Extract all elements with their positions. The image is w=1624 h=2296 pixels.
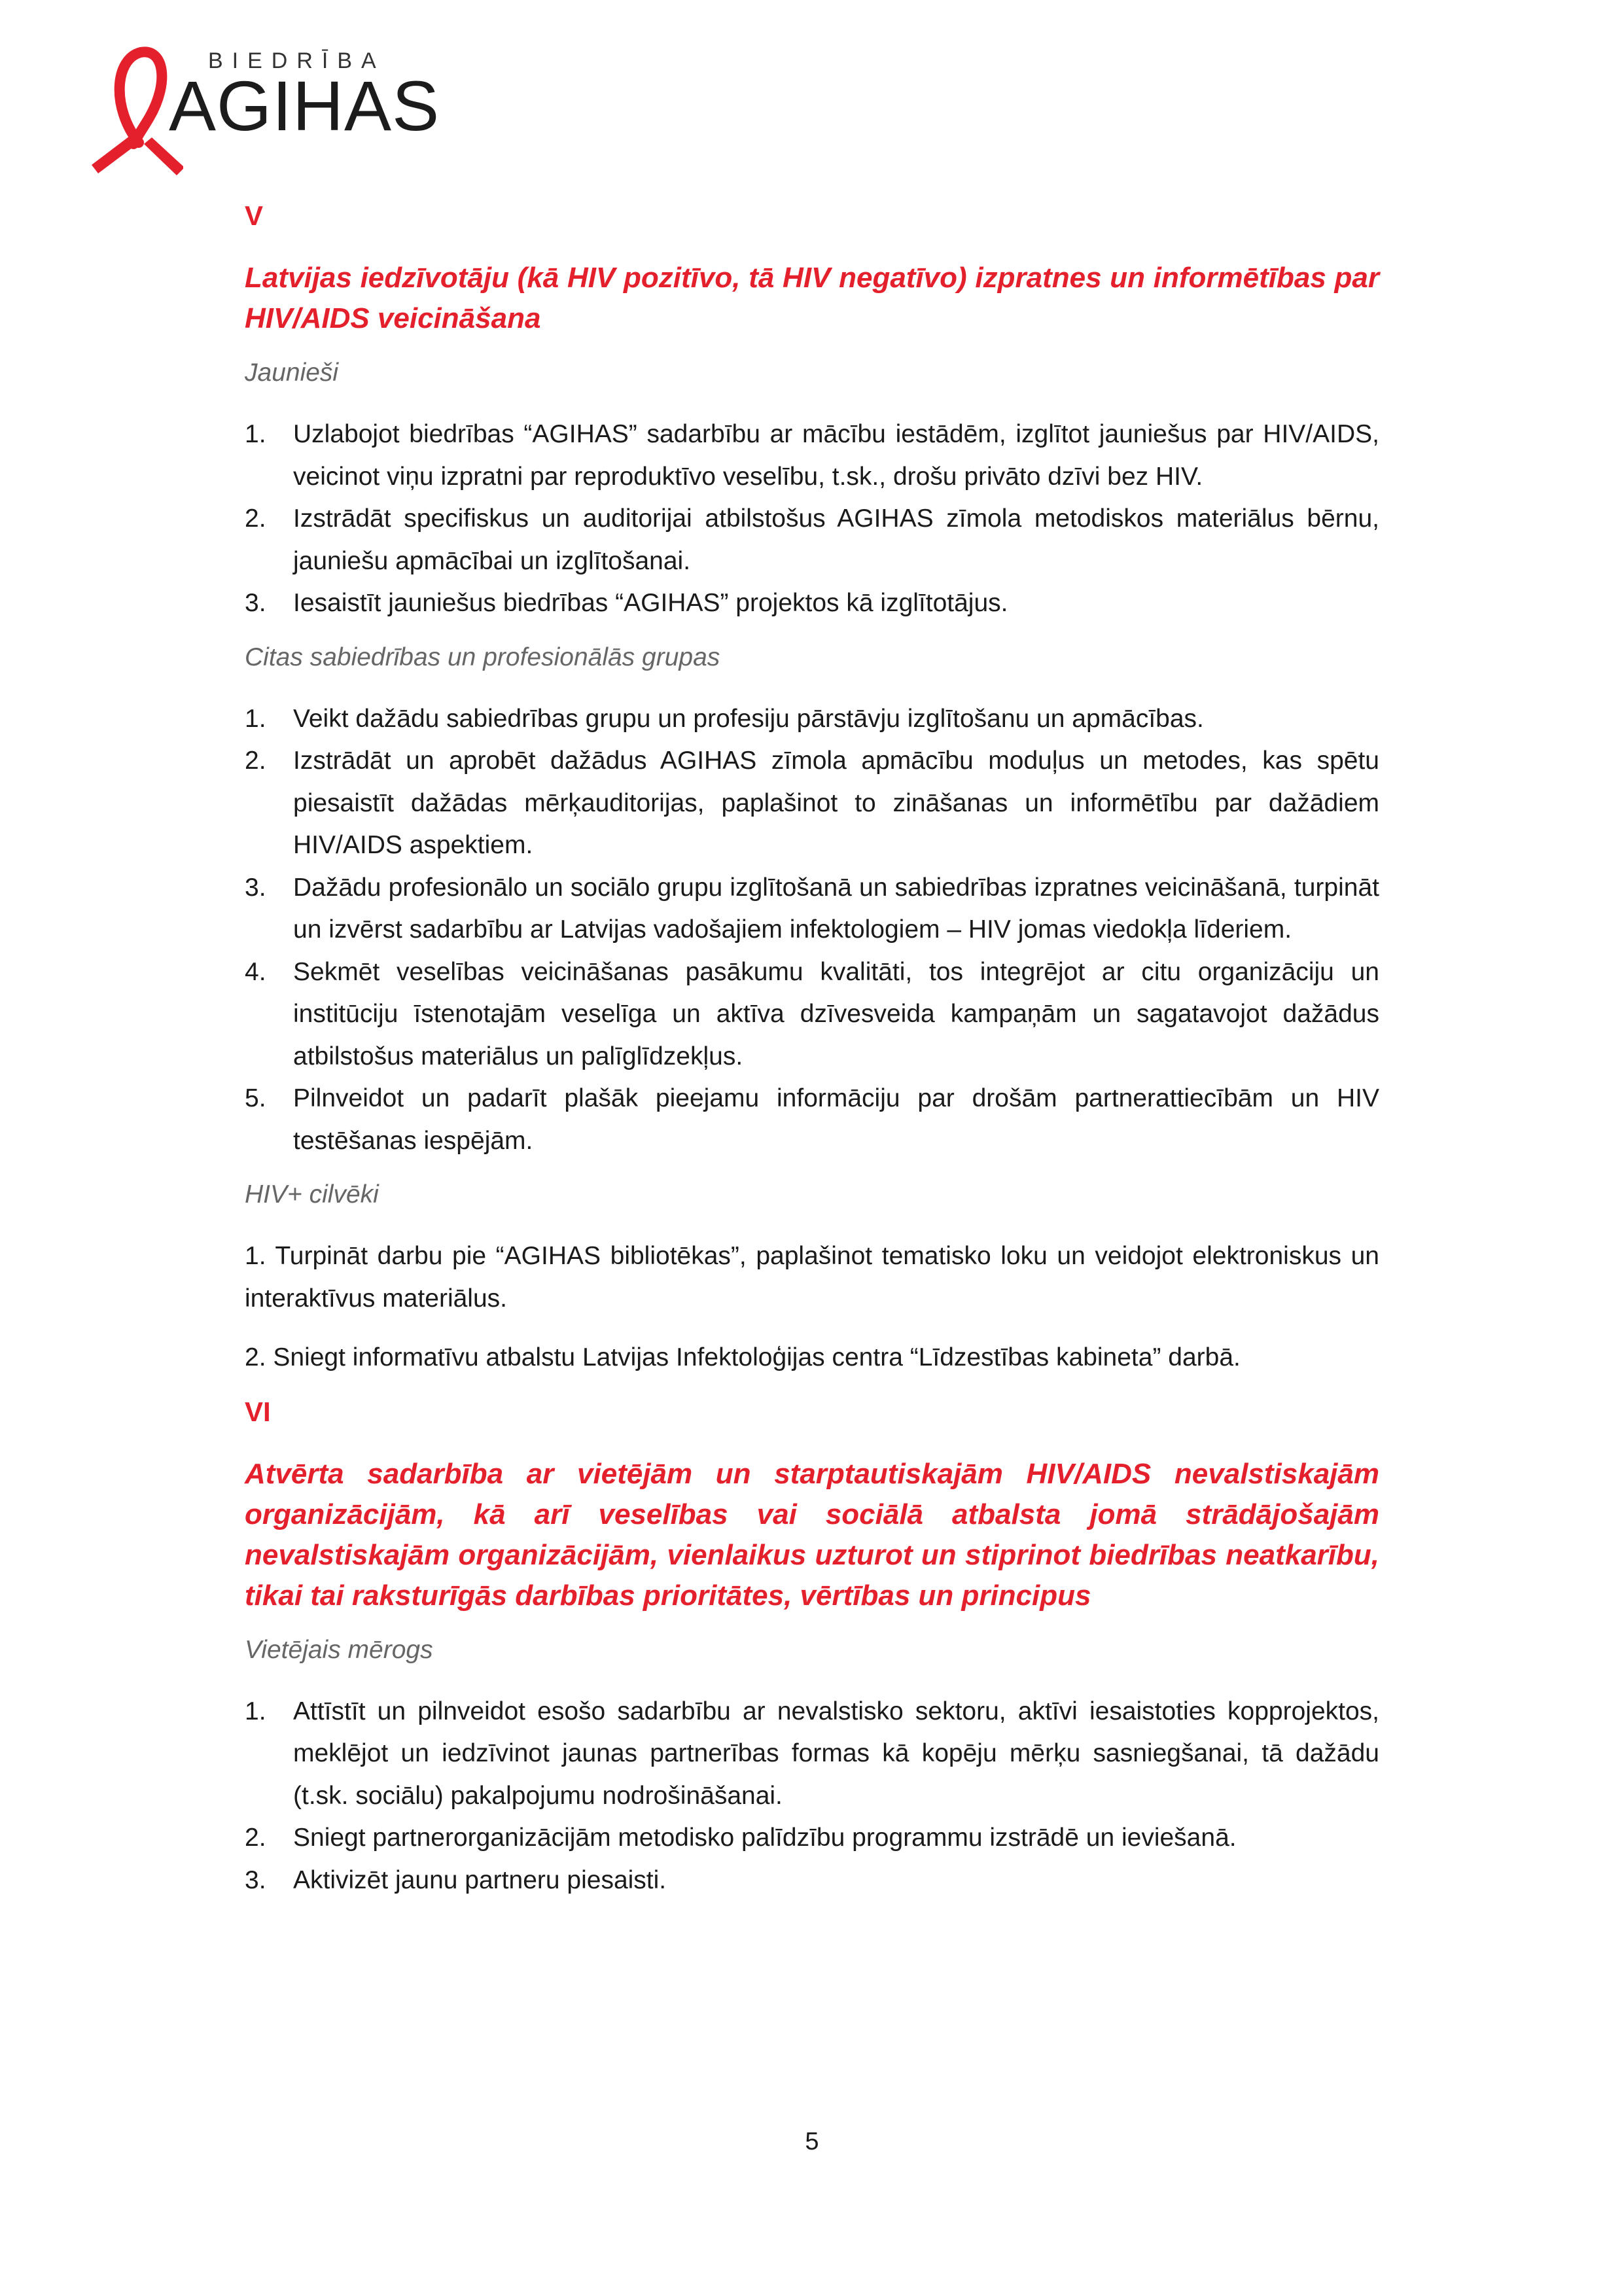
section-number: V <box>245 200 264 231</box>
list-item: 3. Dažādu profesionālo un sociālo grupu izglītošanā un sabiedrības izpratnes veicināšanā, turpināt un izvērst sadarbību ar Latvijas vadošajiem infektologiem – HIV jomas viedokļa līderiem. <box>245 873 1379 944</box>
logo-wordmark: AGIHAS <box>169 66 440 145</box>
section-title: Atvērta sadarbība ar vietējām un starptautiskajām HIV/AIDS nevalstiskajām organizācijām, kā arī veselības vai sociālā atbalsta jomā strādājošajām nevalstiskajām organizācijām, vienlaikus uzturot un stiprinot biedrības neatkarību, tikai tai raksturīgās darbības prioritātes, vērtības un principus <box>245 1457 1379 1612</box>
subsection-heading: HIV+ cilvēki <box>245 1180 379 1209</box>
list-item: 1. Attīstīt un pilnveidot esošo sadarbību ar nevalstisko sektoru, aktīvi iesaistoties kopprojektos, meklējot un iedzīvinot jaunas partnerības formas kā kopēju mērķu sasniegšanai, tā dažādu (t.sk. sociālu) pakalpojumu nodrošināšanai. <box>245 1697 1379 1810</box>
subsection-heading: Jaunieši <box>245 359 339 387</box>
list-item: 1. Veikt dažādu sabiedrības grupu un profesiju pārstāvju izglītošanu un apmācības. <box>245 704 1204 733</box>
list-item: 2. Sniegt partnerorganizācijām metodisko palīdzību programmu izstrādē un ieviešanā. <box>245 1824 1237 1852</box>
subsection-heading: Vietējais mērogs <box>245 1635 433 1664</box>
section-number: VI <box>245 1396 271 1427</box>
list-item: 5. Pilnveidot un padarīt plašāk pieejamu informāciju par drošām partnerattiecībām un HIV testēšanas iespējām. <box>245 1084 1379 1155</box>
list-item: 2. Izstrādāt specifiskus un auditorijai atbilstošus AGIHAS zīmola metodiskos materiālus bērnu, jauniešu apmācībai un izglītošanai. <box>245 504 1379 575</box>
list-item: 3. Iesaistīt jauniešus biedrības “AGIHAS” projektos kā izglītotājus. <box>245 589 1008 617</box>
list-item: 1. Uzlabojot biedrības “AGIHAS” sadarbību ar mācību iestādēm, izglītot jauniešus par HIV/AIDS, veicinot viņu izpratni par reproduktīvo veselību, t.sk., drošu privāto dzīvi bez HIV. <box>245 420 1379 491</box>
subsection-heading: Citas sabiedrības un profesionālās grupas <box>245 643 720 671</box>
numbered-list <box>245 1691 1379 1902</box>
logo-subtitle: BIEDRĪBA <box>208 48 385 73</box>
section-title: Latvijas iedzīvotāju (kā HIV pozitīvo, tā HIV negatīvo) izpratnes un informētības par HIV/AIDS veicināšana <box>245 262 1379 334</box>
numbered-list <box>245 414 1379 625</box>
agihas-logo <box>92 46 440 177</box>
numbered-list <box>245 698 1379 1163</box>
paragraph: 1. Turpināt darbu pie “AGIHAS bibliotēkas”, paplašinot tematisko loku un veidojot elektroniskus un interaktīvus materiālus. <box>245 1242 1379 1313</box>
list-item: 4. Sekmēt veselības veicināšanas pasākumu kvalitāti, tos integrējot ar citu organizāciju un institūciju īstenotajām veselīga un aktīva dzīvesveida kampaņām un sagatavojot dažādus atbilstošus materiālus un palīglīdzekļus. <box>245 957 1379 1070</box>
list-item: 2. Izstrādāt un aprobēt dažādus AGIHAS zīmola apmācību moduļus un metodes, kas spētu piesaistīt dažādas mērķauditorijas, paplašinot to zināšanas un informētību par dažādiem HIV/AIDS aspektiem. <box>245 747 1379 859</box>
document-body <box>245 190 1379 1920</box>
page-number: 5 <box>805 2128 819 2155</box>
paragraph: 2. Sniegt informatīvu atbalstu Latvijas Infektoloģijas centra “Līdzestības kabineta” darbā. <box>245 1343 1241 1371</box>
list-item: 3. Aktivizēt jaunu partneru piesaisti. <box>245 1865 667 1894</box>
